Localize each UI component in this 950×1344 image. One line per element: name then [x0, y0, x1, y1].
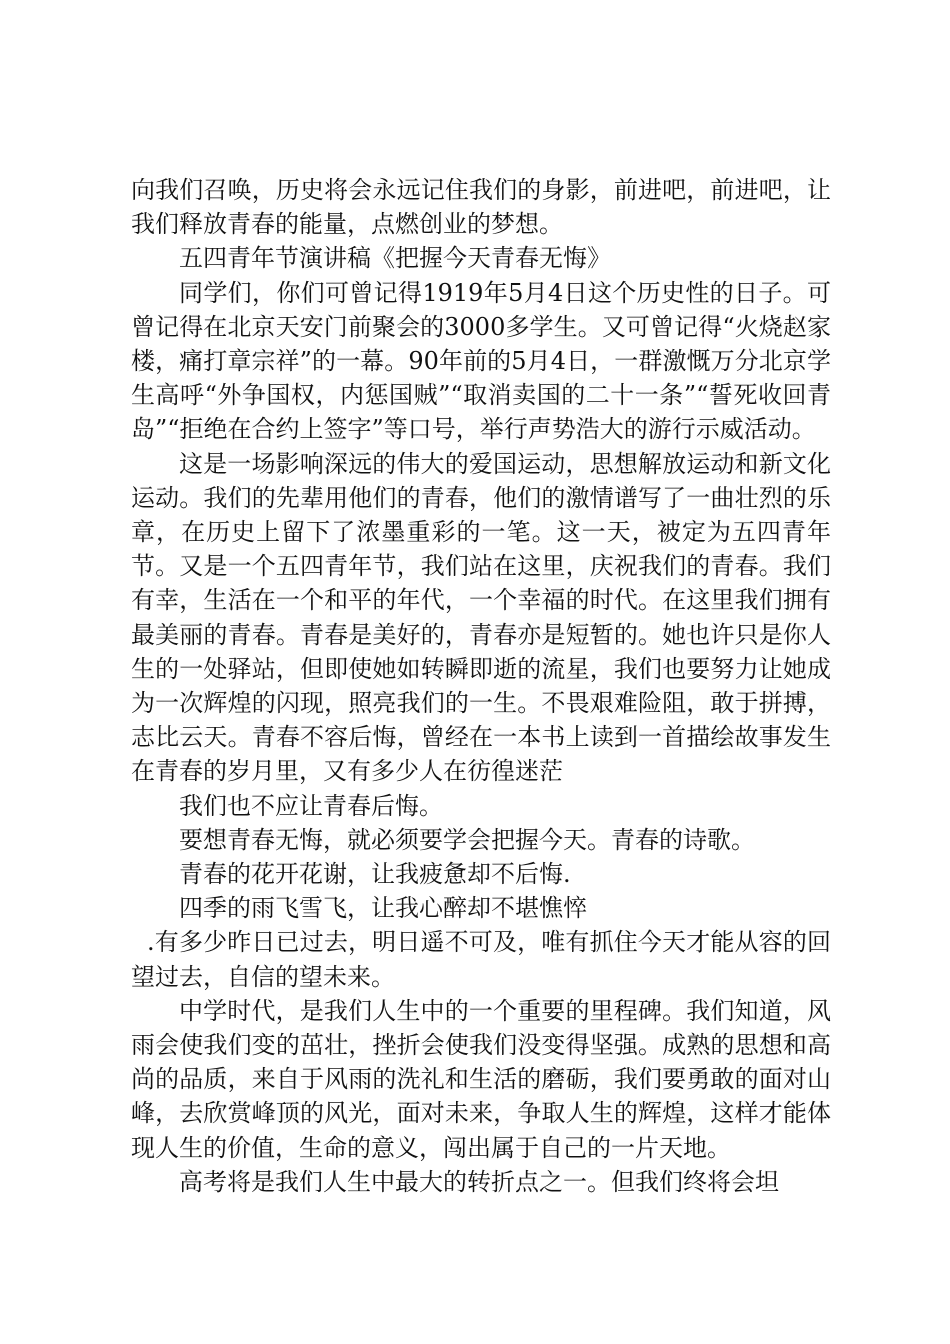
paragraph-9: 中学时代，是我们人生中的一个重要的里程碑。我们知道，风雨会使我们变的茁壮，挫折会使我们没变得坚强。成熟的思想和高尚的品质，来自于风雨的洗礼和生活的磨砺，我们要勇敢的面对山峰，去欣赏峰顶的风光，面对未来，争取人生的辉煌，这样才能体现人生的价值，生命的意义，闯出属于自己的一片天地。 [131, 996, 831, 1162]
paragraph-4: 我们也不应让青春后悔。 [179, 791, 443, 820]
paragraph-3: 这是一场影响深远的伟大的爱国运动，思想解放运动和新文化运动。我们的先辈用他们的青春，他们的激情谱写了一曲壮烈的乐章，在历史上留下了浓墨重彩的一笔。这一天，被定为五四青年节。又是一个五四青年节，我们站在这里，庆祝我们的青春。我们有幸，生活在一个和平的年代，一个幸福的时代。在这里我们拥有最美丽的青春。青春是美好的，青春亦是短暂的。她也许只是你人生的一处驿站，但即使她如转瞬即逝的流星，我们也要努力让她成为一次辉煌的闪现，照亮我们的一生。不畏艰难险阻，敢于拼搏，志比云天。青春不容后悔，曾经在一本书上读到一首描绘故事发生在青春的岁月里，又有多少人在彷徨迷茫 [131, 449, 831, 786]
paragraph-0: 向我们召唤，历史将会永远记住我们的身影，前进吧，前进吧，让我们释放青春的能量，点燃创业的梦想。 [131, 176, 831, 239]
paragraph-2: 同学们，你们可曾记得1919年5月4日这个历史性的日子。可曾记得在北京天安门前聚会的3000多学生。又可曾记得“火烧赵家楼，痛打章宗祥”的一幕。90年前的5月4日，一群激慨万分北京学生高呼“外争国权，内惩国贼”“取消卖国的二十一条”“誓死收回青岛”“拒绝在合约上签字”等口号，举行声势浩大的游行示威活动。 [131, 278, 831, 444]
speech-title: 五四青年节演讲稿《把握今天青春无悔》 [179, 244, 611, 273]
paragraph-5: 要想青春无悔，就必须要学会把握今天。青春的诗歌。 [179, 825, 755, 854]
document-body [131, 173, 831, 1199]
poem-line-1: 青春的花开花谢，让我疲惫却不后悔. [179, 860, 571, 889]
paragraph-8: .有多少昨日已过去，明日遥不可及，唯有抓住今天才能从容的回望过去，自信的望未来。 [131, 928, 831, 991]
poem-line-2: 四季的雨飞雪飞，让我心醉却不堪憔悴 [179, 894, 587, 923]
paragraph-10: 高考将是我们人生中最大的转折点之一。但我们终将会坦 [179, 1167, 779, 1196]
